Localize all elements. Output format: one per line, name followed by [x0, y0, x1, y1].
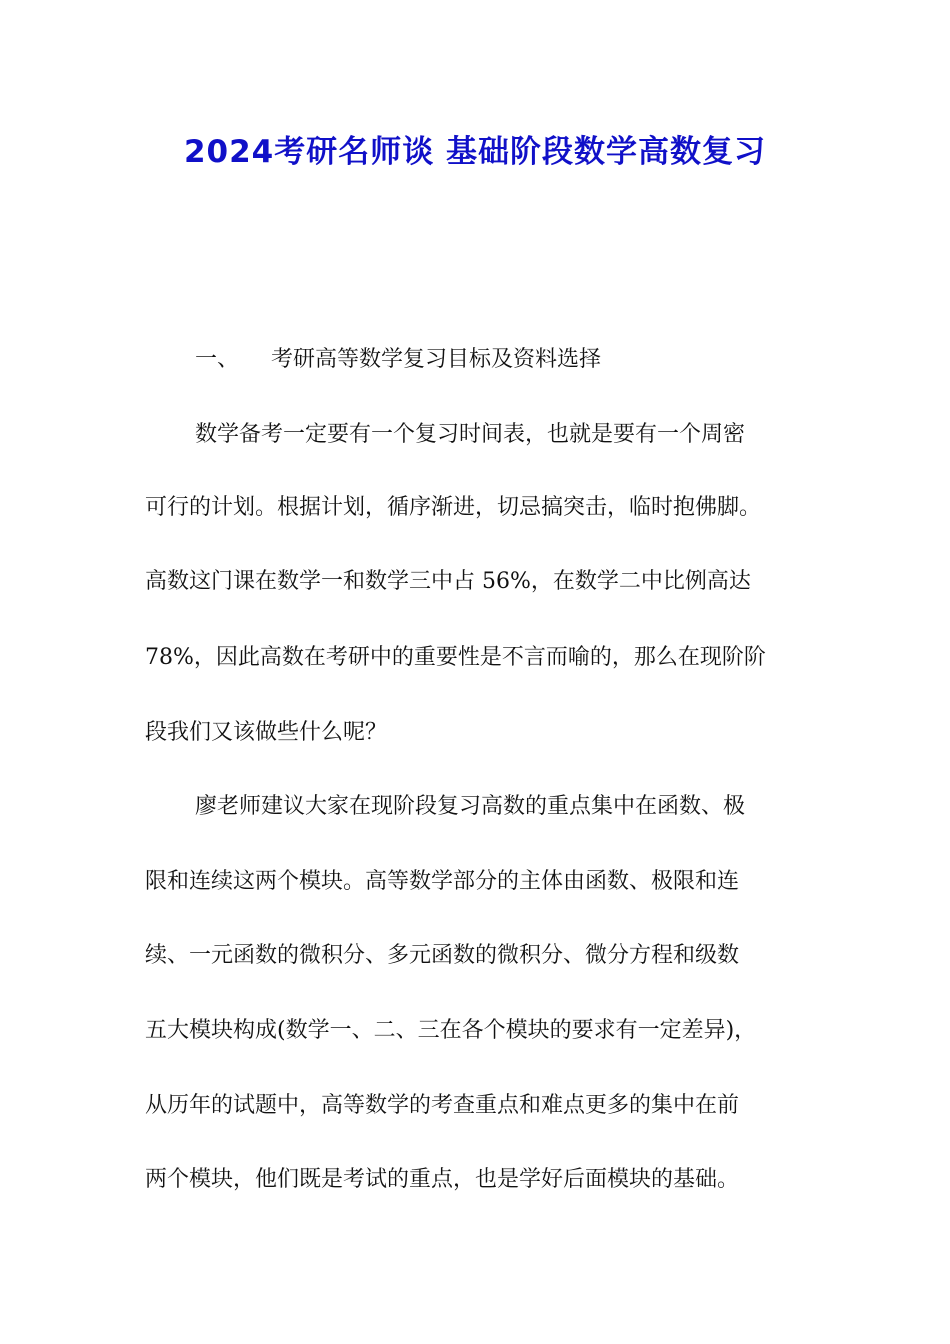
section-number: 一、 [195, 347, 240, 372]
paragraph-2-line-5: 从历年的试题中，高等数学的考查重点和难点更多的集中在前 [145, 1093, 740, 1118]
paragraph-2-line-3: 续、一元函数的微积分、多元函数的微积分、微分方程和级数 [145, 943, 740, 968]
paragraph-2-line-6: 两个模块，他们既是考试的重点，也是学好后面模块的基础。 [145, 1167, 740, 1192]
paragraph-1-line-4: 78%，因此高数在考研中的重要性是不言而喻的，那么在现阶阶 [145, 645, 766, 670]
paragraph-2-line-1: 廖老师建议大家在现阶段复习高数的重点集中在函数、极 [195, 794, 746, 819]
page-title: 2024考研名师谈 基础阶段数学高数复习 [183, 134, 767, 170]
paragraph-1-line-5: 段我们又该做些什么呢？ [145, 720, 388, 745]
section-heading [195, 345, 601, 375]
paragraph-1-line-3: 高数这门课在数学一和数学三中占 56%，在数学二中比例高达 [145, 569, 751, 594]
paragraph-1-line-1: 数学备考一定要有一个复习时间表，也就是要有一个周密 [195, 422, 746, 447]
paragraph-2-line-2: 限和连续这两个模块。高等数学部分的主体由函数、极限和连 [145, 869, 740, 894]
paragraph-1-line-2: 可行的计划。根据计划，循序渐进，切忌搞突击，临时抱佛脚。 [145, 495, 762, 520]
section-heading-text: 考研高等数学复习目标及资料选择 [271, 347, 602, 372]
paragraph-2-line-4: 五大模块构成(数学一、二、三在各个模块的要求有一定差异)， [145, 1018, 757, 1043]
